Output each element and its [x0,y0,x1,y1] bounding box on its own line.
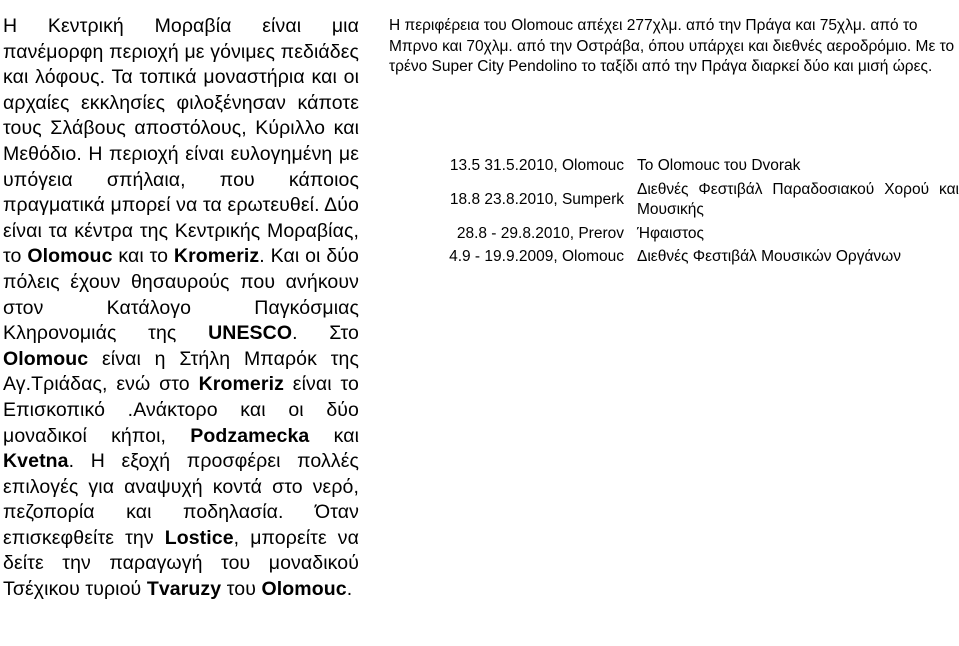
text-segment: , μπορείτε να δείτε την παραγωγή του μοναδικού Τσέχικου τυριού [3,526,359,601]
left-article-text [3,14,359,603]
text-segment: του [221,578,262,601]
text-segment: είναι το Επισκοπικό .Ανάκτορο και οι δύο μοναδικοί κήποι, [3,373,359,447]
travel-info-paragraph: Η περιφέρεια του Olomouc απέχει 277χλμ. από την Πράγα και 75χλμ. από το Μπρνο και 70χλμ. από την Οστράβα, όπου υπάρχει και διεθνές αεροδρόμιο. Με το τρένο Super City Pendolino το ταξίδι από την Πράγα διαρκεί δύο και μισή ώρες. [389,17,955,75]
text-segment: . [346,578,353,601]
text-segment: . Στο [292,322,359,345]
text-segment: είναι η Στήλη Μπαρόκ της Αγ.Τριάδας, ενώ στο [3,347,359,396]
bold-place-name: Kvetna [3,450,69,473]
right-info-column [389,16,959,78]
event-row [389,156,959,177]
event-title: Το Olomouc του Dvorak [637,157,801,174]
event-date: 4.9 - 19.9.2009, Olomouc [449,248,624,265]
bold-place-name: Podzamecka [190,424,310,447]
event-row [389,224,959,245]
bold-place-name: Olomouc [27,245,113,268]
event-title: Διεθνές Φεστιβάλ Παραδοσιακού Χορού και Μουσικής [637,180,959,218]
event-title: Ήφαιστος [637,224,705,242]
bold-place-name: Olomouc [261,578,347,601]
bold-place-name: Kromeriz [173,245,260,268]
event-date: 28.8 - 29.8.2010, Prerov [456,224,624,242]
bold-place-name: Lostice [164,526,234,549]
event-row [389,247,959,268]
event-title: Διεθνές Φεστιβάλ Μουσικών Οργάνων [637,248,902,265]
event-date: 13.5 31.5.2010, Olomouc [449,157,624,174]
text-segment: και [309,424,359,447]
text-segment: . Και οι δύο πόλεις έχουν θησαυρούς που ανήκουν στον Κατάλογο Παγκόσμιας Κληρονομιάς της [3,245,359,345]
event-date: 18.8 23.8.2010, Sumperk [449,190,624,208]
events-list [389,156,959,271]
event-row [389,180,959,221]
text-segment: . Η εξοχή προσφέρει πολλές επιλογές για αναψυχή κοντά στο νερό, πεζοπορία και ποδηλασία. Όταν επισκεφθείτε την [3,450,359,549]
bold-product-name: Tvaruzy [146,578,222,601]
bold-place-name: Olomouc [3,347,89,370]
bold-place-name: Kromeriz [198,373,284,396]
bold-org-name: UNESCO [208,322,293,345]
text-segment: και το [112,245,174,268]
text-segment: Η Κεντρική Μοραβία είναι μια πανέμορφη περιοχή με γόνιμες πεδιάδες και λόφους. Τα τοπικά μοναστήρια και οι αρχαίες εκκλησίες φιλοξένησαν κάποτε τους Σλάβους αποστόλους, Κύριλλο και Μεθόδιο. Η περιοχή είναι ευλογημένη με υπόγεια σπήλαια, που κάποιος πραγματικά μπορεί να τα ερωτευθεί. Δύο είναι τα κέντρα της Κεντρικής Μοραβίας, το [3,15,359,268]
